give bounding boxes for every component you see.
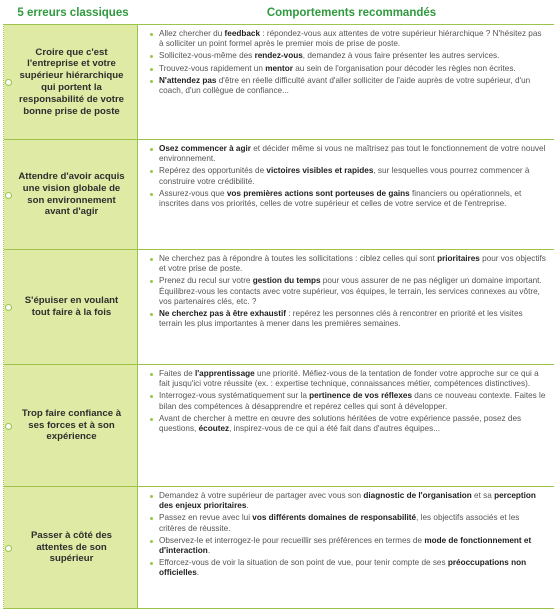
error-cell bbox=[4, 250, 138, 364]
bullet-icon bbox=[150, 148, 153, 151]
recommendation-item bbox=[150, 414, 548, 434]
recommendation-text: Interrogez-vous systématiquement sur la bbox=[159, 391, 310, 401]
recommendation-text: financiers ou opérationnels, et inscrites dans vos priorités, celles de votre supérieur et celles de votre service et de l'entreprise. bbox=[159, 188, 522, 209]
emphasis-text: préoccupations non officielles bbox=[159, 558, 527, 578]
emphasis-text: feedback bbox=[224, 29, 261, 38]
recommendation-text: , les objectifs associés et les critères de réussite. bbox=[159, 513, 520, 533]
bullet-icon bbox=[150, 33, 153, 36]
error-label: Croire que c'est l'entreprise et votre supérieur hiérarchique qui portent la responsabilité de votre bonne prise de poste bbox=[18, 46, 125, 117]
recommendation-item bbox=[150, 189, 548, 209]
emphasis-text: écoutez bbox=[198, 424, 230, 434]
table-row bbox=[4, 487, 554, 609]
emphasis-text: N'attendez pas bbox=[159, 75, 217, 85]
bullet-icon bbox=[150, 280, 153, 283]
emphasis-text: mentor bbox=[265, 63, 293, 73]
bullet-icon bbox=[150, 313, 153, 316]
recommendation-text: Avant de chercher à mettre en œuvre des solutions héritées de votre expérience passée, posez des questions, bbox=[159, 413, 522, 434]
recommendation-text: : repérez les personnes clés à rencontrer en priorité et les visites terrain les plus importantes à mener dans les premières semaines. bbox=[159, 309, 523, 329]
bullet-icon bbox=[150, 540, 153, 543]
recommendation-text: , demandez à vous faire présenter les autres services. bbox=[302, 51, 500, 61]
recommendation-text: Assurez-vous que bbox=[159, 188, 227, 198]
error-label: Trop faire confiance à ses forces et à son expérience bbox=[21, 407, 122, 443]
recommendation-text: Faites de bbox=[159, 369, 195, 378]
recommendation-text: . bbox=[196, 568, 200, 578]
bullet-icon bbox=[150, 562, 153, 565]
error-label: Passer à côté des attentes de son supérieur bbox=[30, 529, 113, 565]
row-marker-dot bbox=[5, 423, 12, 430]
row-marker-dot bbox=[5, 192, 12, 199]
bullet-icon bbox=[150, 55, 153, 58]
error-label: Attendre d'avoir acquis une vision globale de son environnement avant d'agir bbox=[18, 170, 125, 218]
recommendation-text: , sur lesquelles vous pourrez commencer à construire votre crédibilité. bbox=[159, 166, 530, 186]
recommendation-item bbox=[150, 51, 548, 61]
recommendation-item bbox=[150, 144, 548, 164]
row-marker-dot bbox=[5, 304, 12, 311]
recommendation-text: Passez en revue avec lui bbox=[159, 513, 253, 523]
header-behaviors: Comportements recommandés bbox=[266, 7, 437, 19]
recommendations-cell bbox=[138, 140, 554, 249]
recommendation-text: Allez chercher du bbox=[159, 29, 225, 38]
recommendation-item bbox=[150, 536, 548, 556]
bullet-icon bbox=[150, 258, 153, 261]
recommendation-item bbox=[150, 391, 548, 411]
recommendations-cell bbox=[138, 250, 554, 364]
bullet-icon bbox=[150, 517, 153, 520]
row-marker-dot bbox=[5, 79, 12, 86]
recommendation-item bbox=[150, 166, 548, 186]
recommendation-text: pour vos objectifs et votre prise de poste. bbox=[159, 254, 546, 274]
recommendation-item bbox=[150, 558, 548, 578]
emphasis-text: pertinence de vos réflexes bbox=[309, 391, 413, 401]
emphasis-text: gestion du temps bbox=[252, 276, 321, 286]
recommendations-cell bbox=[138, 487, 554, 608]
table-row bbox=[4, 24, 554, 140]
emphasis-text: mode de fonctionnement et d'interaction bbox=[159, 535, 532, 556]
row-marker-dot bbox=[5, 545, 12, 552]
header-errors: 5 erreurs classiques bbox=[17, 7, 129, 19]
recommendation-item bbox=[150, 309, 548, 329]
error-cell bbox=[4, 487, 138, 608]
bullet-icon bbox=[150, 170, 153, 173]
recommendation-item bbox=[150, 64, 548, 74]
recommendation-text: Repérez des opportunités de bbox=[159, 166, 267, 176]
table-row bbox=[4, 365, 554, 487]
recommendation-text: et sa bbox=[471, 491, 495, 500]
recommendation-text: au sein de l'organisation pour décoder les règles non écrites. bbox=[292, 63, 516, 73]
error-cell bbox=[4, 25, 138, 139]
emphasis-text: vos premières actions sont porteuses de gains bbox=[226, 188, 410, 198]
recommendation-item bbox=[150, 369, 548, 389]
bullet-icon bbox=[150, 68, 153, 71]
bullet-icon bbox=[150, 395, 153, 398]
emphasis-text: perception des enjeux prioritaires bbox=[159, 491, 536, 511]
recommendation-text: Efforcez-vous de voir la situation de son point de vue, pour tenir compte de ses bbox=[159, 558, 448, 568]
advice-table bbox=[3, 24, 554, 609]
error-cell bbox=[4, 365, 138, 486]
recommendation-text: Demandez à votre supérieur de partager avec vous son bbox=[159, 491, 364, 500]
recommendation-text: pour vous assurer de ne pas négliger un domaine important. Équilibrez-vous les contacts avec votre supérieur, vos équipes, le terrain, les services connexes au vôtre, vos partenaires clés, etc. ? bbox=[159, 276, 542, 306]
emphasis-text: Ne cherchez pas à être exhaustif bbox=[159, 309, 286, 319]
recommendation-text: Sollicitez-vous-même des bbox=[159, 51, 255, 61]
recommendation-text: d'être en réelle difficulté avant d'aller solliciter de l'aide auprès de votre supérieur, d'un coach, d'un collègue de confiance... bbox=[159, 75, 531, 96]
emphasis-text: vos différents domaines de responsabilité bbox=[252, 513, 417, 523]
error-cell bbox=[4, 140, 138, 249]
bullet-icon bbox=[150, 495, 153, 498]
recommendation-item bbox=[150, 29, 548, 49]
recommendation-text: Observez-le et interrogez-le pour recueillir ses préférences en termes de bbox=[159, 535, 425, 545]
recommendation-text: , inspirez-vous de ce qui a été fait dans d'autres équipes... bbox=[229, 424, 441, 434]
emphasis-text: diagnostic de l'organisation bbox=[363, 491, 472, 500]
error-label: S'épuiser en voulant tout faire à la fois bbox=[24, 295, 119, 318]
bullet-icon bbox=[150, 193, 153, 196]
recommendation-text: : répondez-vous aux attentes de votre supérieur hiérarchique ? N'hésitez pas à solliciter un point formel après le premier mois de prise de poste. bbox=[159, 29, 542, 49]
emphasis-text: prioritaires bbox=[437, 254, 480, 263]
bullet-icon bbox=[150, 418, 153, 421]
recommendations-cell bbox=[138, 365, 554, 486]
table-row bbox=[4, 140, 554, 250]
bullet-icon bbox=[150, 373, 153, 376]
recommendation-item bbox=[150, 513, 548, 533]
recommendation-text: . bbox=[246, 501, 249, 511]
recommendation-text: Ne cherchez pas à répondre à toutes les sollicitations : ciblez celles qui sont bbox=[159, 254, 438, 263]
recommendations-cell bbox=[138, 25, 554, 139]
table-header bbox=[3, 2, 554, 24]
emphasis-text: victoires visibles et rapides bbox=[266, 166, 374, 176]
recommendation-text: . bbox=[207, 546, 211, 556]
recommendation-item bbox=[150, 491, 548, 511]
recommendation-text: et décider même si vous ne maîtrisez pas tout le fonctionnement de votre nouvel environnement. bbox=[159, 144, 546, 164]
emphasis-text: rendez-vous bbox=[254, 51, 303, 61]
emphasis-text: Osez commencer à agir bbox=[159, 144, 251, 153]
recommendation-text: une priorité. Méfiez-vous de la tentation de fonder votre approche sur ce qui a fait jusqu'ici votre réussite (ex. : expertise technique, connaissances métier, compétences distinctives). bbox=[159, 369, 539, 389]
recommendation-item bbox=[150, 76, 548, 96]
recommendation-item bbox=[150, 254, 548, 274]
recommendation-item bbox=[150, 276, 548, 307]
recommendation-text: Prenez du recul sur votre bbox=[159, 276, 253, 286]
recommendation-text: Trouvez-vous rapidement un bbox=[159, 63, 266, 73]
table-row bbox=[4, 250, 554, 365]
bullet-icon bbox=[150, 80, 153, 83]
emphasis-text: l'apprentissage bbox=[194, 369, 255, 378]
recommendation-text: dans ce nouveau contexte. Faites le bilan des compétences à désapprendre et repérez celles qui sont à développer. bbox=[159, 391, 546, 411]
